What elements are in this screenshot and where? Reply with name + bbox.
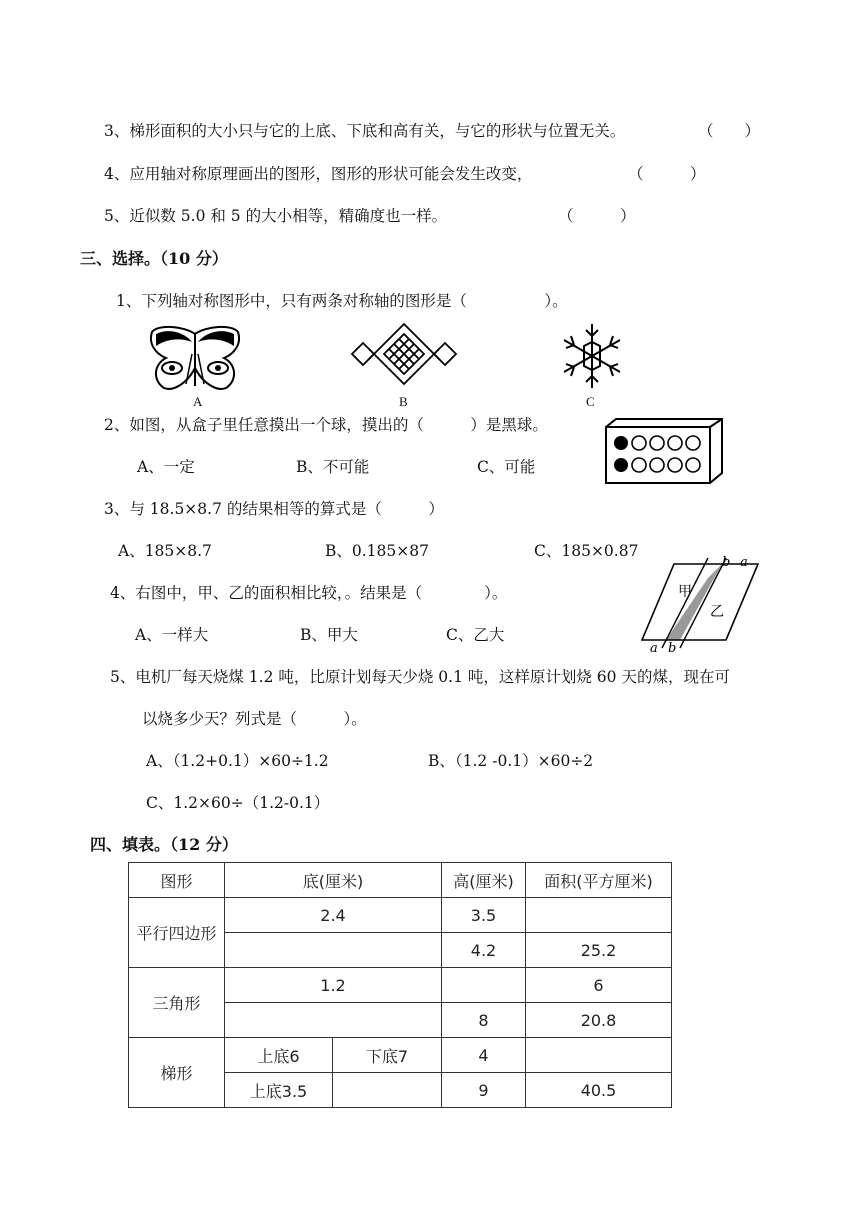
choice-q5-option-c[interactable]: C、1.2×60÷（1.2-0.1） [146, 794, 330, 812]
butterfly-figure [148, 324, 242, 394]
judge-q3-answer-blank[interactable]: （ ） [698, 122, 761, 140]
choice-q2-option-b[interactable]: B、不可能 [296, 458, 370, 476]
choice-q4-option-c[interactable]: C、乙大 [446, 626, 505, 644]
figure-c-label: C [586, 394, 595, 409]
table-cell[interactable]: 上底3.5 [225, 1073, 333, 1108]
table-cell[interactable] [225, 1003, 442, 1038]
choice-q5-option-a[interactable]: A、（1.2+0.1）×60÷1.2 [146, 752, 329, 770]
section3-heading: 三、选择。（10 分） [80, 249, 228, 268]
judge-q4-answer-blank[interactable]: （ ） [628, 165, 706, 183]
header-base: 底(厘米) [225, 863, 442, 898]
table-cell[interactable]: 下底7 [333, 1038, 442, 1073]
top-b-label: b [722, 556, 731, 570]
table-cell[interactable] [442, 968, 526, 1003]
knot-figure [350, 322, 458, 388]
row-label-trapezoid: 梯形 [129, 1038, 225, 1108]
row-label-triangle: 三角形 [129, 968, 225, 1038]
table-cell[interactable]: 1.2 [225, 968, 442, 1003]
table-cell[interactable] [225, 933, 442, 968]
choice-q3-option-c[interactable]: C、185×0.87 [534, 542, 639, 560]
snowflake-figure [556, 322, 628, 390]
choice-q1: 1、下列轴对称图形中，只有两条对称轴的图形是（ ）。 [116, 292, 568, 310]
header-area: 面积(平方厘米) [526, 863, 672, 898]
ball-box-figure [604, 417, 726, 485]
choice-q4: 4、右图中，甲、乙的面积相比较，。结果是（ ）。 [110, 584, 508, 602]
bottom-a-label: a [650, 641, 658, 654]
table-cell[interactable]: 40.5 [526, 1073, 672, 1108]
header-shape: 图形 [129, 863, 225, 898]
table-cell[interactable] [526, 1038, 672, 1073]
table-cell[interactable]: 6 [526, 968, 672, 1003]
figure-a-label: A [193, 394, 203, 409]
jia-label: 甲 [678, 584, 692, 600]
header-height: 高(厘米) [442, 863, 526, 898]
table-cell[interactable]: 4 [442, 1038, 526, 1073]
table-cell[interactable]: 2.4 [225, 898, 442, 933]
table-cell[interactable]: 20.8 [526, 1003, 672, 1038]
judge-q5-answer-blank[interactable]: （ ） [558, 207, 636, 225]
choice-q4-option-a[interactable]: A、一样大 [135, 626, 209, 644]
choice-q4-option-b[interactable]: B、甲大 [300, 626, 358, 644]
table-cell[interactable]: 4.2 [442, 933, 526, 968]
judge-q5: 5、近似数 5.0 和 5 的大小相等，精确度也一样。 [104, 207, 448, 225]
choice-q2-option-c[interactable]: C、可能 [477, 458, 536, 476]
parallelogram-figure [640, 556, 766, 654]
figure-b-label: B [399, 394, 408, 409]
choice-q3: 3、与 18.5×8.7 的结果相等的算式是（ ） [104, 500, 444, 518]
table-cell[interactable]: 8 [442, 1003, 526, 1038]
choice-q5-option-b[interactable]: B、（1.2 -0.1）×60÷2 [428, 752, 594, 770]
choice-q5-line1: 5、电机厂每天烧煤 1.2 吨，比原计划每天少烧 0.1 吨，这样原计划烧 60 天的煤，现在可 [110, 668, 730, 686]
fill-in-table [128, 862, 672, 1108]
row-label-parallelogram: 平行四边形 [129, 898, 225, 968]
choice-q2: 2、如图，从盒子里任意摸出一个球，摸出的（ ）是黑球。 [104, 416, 548, 434]
choice-q2-option-a[interactable]: A、一定 [137, 458, 195, 476]
section4-heading: 四、填表。（12 分） [90, 835, 238, 854]
table-cell[interactable] [333, 1073, 442, 1108]
table-cell[interactable]: 上底6 [225, 1038, 333, 1073]
table-cell[interactable]: 3.5 [442, 898, 526, 933]
table-cell[interactable] [526, 898, 672, 933]
yi-label: 乙 [710, 604, 724, 620]
table-cell[interactable]: 9 [442, 1073, 526, 1108]
judge-q3: 3、梯形面积的大小只与它的上底、下底和高有关，与它的形状与位置无关。 [104, 122, 626, 140]
judge-q4: 4、应用轴对称原理画出的图形，图形的形状可能会发生改变， [104, 165, 533, 183]
choice-q5-line2: 以烧多少天？列式是（ ）。 [142, 710, 367, 728]
choice-q3-option-b[interactable]: B、0.185×87 [325, 542, 429, 560]
bottom-b-label: b [668, 641, 677, 654]
choice-q3-option-a[interactable]: A、185×8.7 [118, 542, 212, 560]
top-a-label: a [740, 556, 748, 570]
table-cell[interactable]: 25.2 [526, 933, 672, 968]
